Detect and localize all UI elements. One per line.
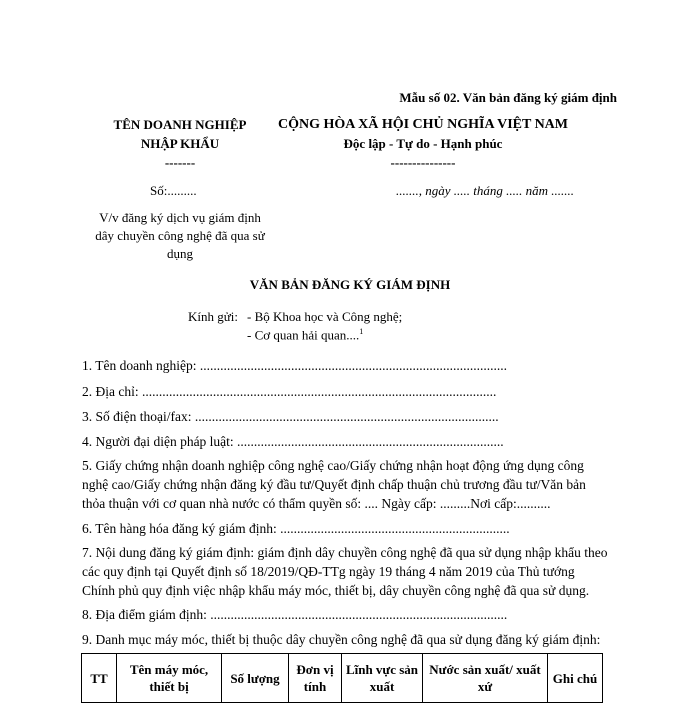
col-unit: Đơn vị tính <box>289 654 342 703</box>
col-notes: Ghi chú <box>548 654 603 703</box>
company-name-line1: TÊN DOANH NGHIỆP <box>113 117 247 132</box>
col-equipment-name: Tên máy móc, thiết bị <box>117 654 222 703</box>
col-quantity: Số lượng <box>222 654 289 703</box>
recipient-2-text: - Cơ quan hải quan.... <box>247 327 360 343</box>
subject-line1: V/v đăng ký dịch vụ giám định <box>99 210 261 225</box>
company-header <box>100 115 260 172</box>
subject-line3: dụng <box>167 246 193 261</box>
nation-title: CỘNG HÒA XÃ HỘI CHỦ NGHĨA VIỆT NAM <box>277 117 568 132</box>
recipient-2 <box>247 327 363 343</box>
recipient-label: Kính gửi: <box>188 309 239 324</box>
table-header-row <box>82 654 603 703</box>
form-label: Mẫu số 02. Văn bản đăng ký giám định <box>399 90 617 105</box>
document-number: Số:......... <box>150 183 197 198</box>
nation-motto: Độc lập - Tự do - Hạnh phúc <box>343 136 503 151</box>
item-9: 9. Danh mục máy móc, thiết bị thuộc dây chuyền công nghệ đã qua sử dụng đăng ký giám định: <box>82 632 601 647</box>
equipment-table <box>81 653 603 703</box>
item-5-line1: 5. Giấy chứng nhận doanh nghiệp công nghệ cao/Giấy chứng nhận hoạt động ứng dụng công <box>82 458 584 473</box>
col-tt: TT <box>82 654 117 703</box>
col-country-origin: Nước sản xuất/ xuất xứ <box>423 654 548 703</box>
company-name-line2: NHẬP KHẨU <box>140 136 220 151</box>
document-title: VĂN BẢN ĐĂNG KÝ GIÁM ĐỊNH <box>249 277 451 292</box>
item-6: 6. Tên hàng hóa đăng ký giám định: .................................................................... <box>82 521 510 536</box>
item-5-line2: nghệ cao/Giấy chứng nhận đăng ký đầu tư/Quyết định chấp thuận chủ trương đầu tư/Văn bản <box>82 477 586 492</box>
item-7-line3: Chính phủ quy định việc nhập khẩu máy móc, thiết bị, dây chuyền công nghệ đã qua sử dụng. <box>82 583 590 598</box>
subject-block <box>80 209 280 263</box>
item-8: 8. Địa điểm giám định: ........................................................................................ <box>82 607 508 622</box>
item-3: 3. Số điện thoại/fax: .......................................................................................... <box>82 409 499 424</box>
item-1: 1. Tên doanh nghiệp: ........................................................................................... <box>82 358 507 373</box>
recipient-1: - Bộ Khoa học và Công nghệ; <box>247 309 403 324</box>
item-7-line1: 7. Nội dung đăng ký giám định: giám định dây chuyền công nghệ đã qua sử dụng nhập khẩu theo <box>82 545 608 560</box>
date-line: ......., ngày ..... tháng ..... năm ....... <box>396 183 575 198</box>
footnote-marker: 1 <box>359 327 364 336</box>
company-dashes: ------- <box>164 155 196 170</box>
item-4: 4. Người đại diện pháp luật: ............................................................................... <box>82 434 504 449</box>
nation-header <box>268 115 578 172</box>
col-production-field: Lĩnh vực sản xuất <box>342 654 423 703</box>
item-7-line2: các quy định tại Quyết định số 18/2019/QĐ-TTg ngày 19 tháng 4 năm 2019 của Thủ tướng <box>82 564 575 579</box>
item-5-line3: thỏa thuận với cơ quan nhà nước có thẩm quyền số: .... Ngày cấp: .........Nơi cấp:.......... <box>82 496 551 511</box>
nation-dashes: --------------- <box>390 155 456 170</box>
subject-line2: dây chuyền công nghệ đã qua sử <box>95 228 265 243</box>
item-2: 2. Địa chỉ: ......................................................................................................... <box>82 384 497 399</box>
